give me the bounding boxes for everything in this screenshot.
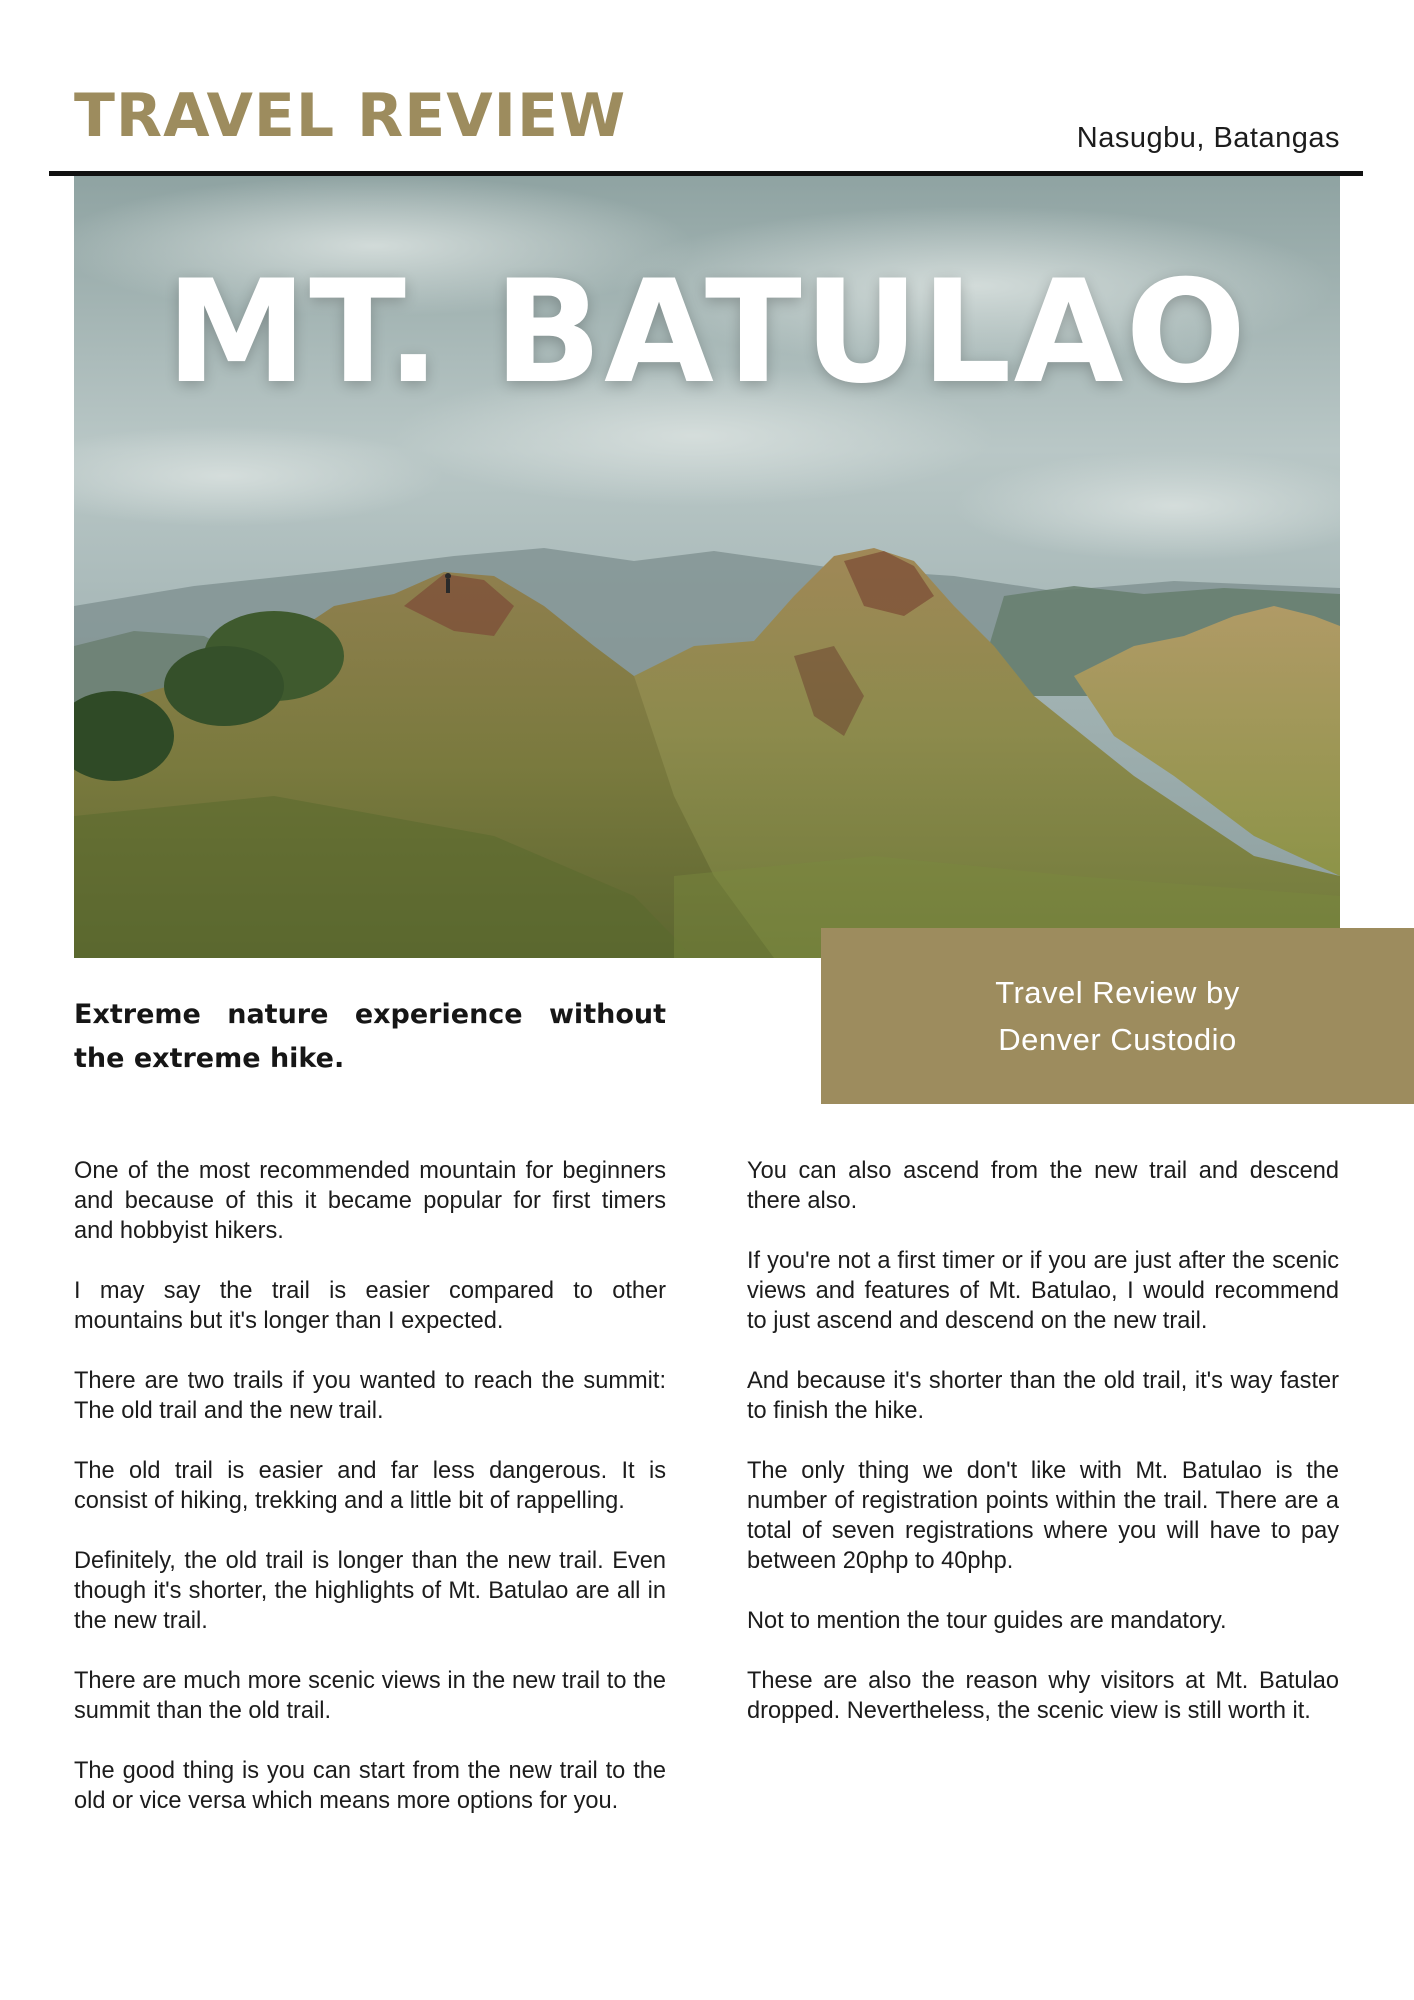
paragraph: And because it's shorter than the old trail, it's way faster to finish the hike.: [747, 1368, 1339, 1424]
paragraph: I may say the trail is easier compared to other mountains but it's longer than I expected.: [74, 1278, 666, 1334]
paragraph: One of the most recommended mountain for beginners and because of this it became popular for first timers and hobbyist hikers.: [74, 1158, 666, 1244]
paragraph: If you're not a first timer or if you are just after the scenic views and features of Mt. Batulao, I would recommend to just ascend and descend on the new trail.: [747, 1248, 1339, 1334]
hero-title: MT. BATULAO: [165, 250, 1249, 415]
article-left-column: [74, 1156, 666, 1846]
page-title: TRAVEL REVIEW: [74, 81, 627, 151]
paragraph: There are much more scenic views in the new trail to the summit than the old trail.: [74, 1668, 666, 1724]
paragraph: You can also ascend from the new trail and descend there also.: [747, 1158, 1339, 1214]
paragraph: These are also the reason why visitors at Mt. Batulao dropped. Nevertheless, the scenic view is still worth it.: [747, 1668, 1339, 1724]
hero-image: [74, 176, 1340, 958]
byline-box: [821, 928, 1414, 1104]
location-label: Nasugbu, Batangas: [1076, 122, 1340, 154]
paragraph: Definitely, the old trail is longer than the new trail. Even though it's shorter, the highlights of Mt. Batulao are all in the new trail.: [74, 1548, 666, 1634]
tagline: Extreme nature experience without the extreme hike.: [74, 999, 666, 1074]
paragraph: The old trail is easier and far less dangerous. It is consist of hiking, trekking and a little bit of rappelling.: [74, 1458, 666, 1514]
paragraph: The only thing we don't like with Mt. Batulao is the number of registration points within the trail. There are a total of seven registrations where you will have to pay between 20php to 40php.: [747, 1458, 1339, 1574]
paragraph: There are two trails if you wanted to reach the summit: The old trail and the new trail.: [74, 1368, 666, 1424]
article-right-column: [747, 1156, 1339, 1756]
byline-line-1: Travel Review by: [995, 975, 1240, 1010]
paragraph: Not to mention the tour guides are mandatory.: [747, 1608, 1227, 1634]
paragraph: The good thing is you can start from the new trail to the old or vice versa which means more options for you.: [74, 1758, 666, 1814]
byline-author: Denver Custodio: [998, 1022, 1237, 1057]
